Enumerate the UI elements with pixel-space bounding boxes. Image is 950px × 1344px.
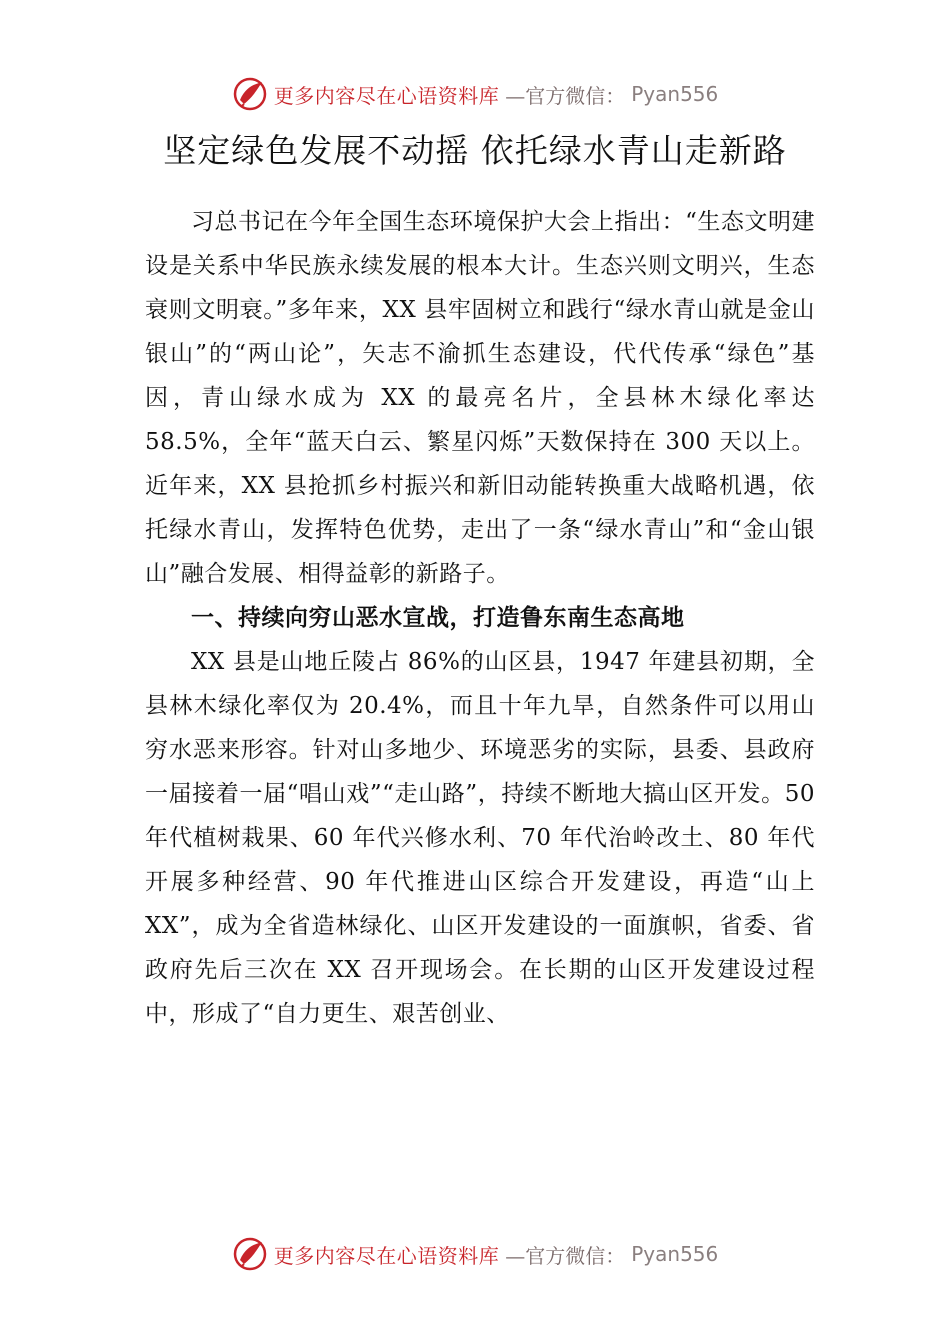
intro-paragraph: 习总书记在今年全国生态环境保护大会上指出：“生态文明建设是关系中华民族永续发展的根本大计。生态兴则文明兴，生态衰则文明衰。”多年来，XX 县牢固树立和践行“绿水青山就是金山银山”的“两山论”，矢志不渝抓生态建设，代代传承“绿色”基因，青山绿水成为 XX 的最亮名片，全县林木绿化率达 58.5%，全年“蓝天白云、繁星闪烁”天数保持在 300 天以上。近年来，XX 县抢抓乡村振兴和新旧动能转换重大战略机遇，依托绿水青山，发挥特色优势，走出了一条“绿水青山”和“金山银山”融合发展、相得益彰的新路子。 — [145, 209, 815, 587]
watermark-text: 更多内容尽在心语资料库 — [273, 83, 500, 108]
section-paragraph: XX 县是山地丘陵占 86%的山区县，1947 年建县初期，全县林木绿化率仅为 20.4%，而且十年九旱，自然条件可以用山穷水恶来形容。针对山多地少、环境恶劣的实际，县委、县政府一届接着一届“唱山戏”“走山路”，持续不断地大搞山区开发。50 年代植树栽果、60 年代兴修水利、70 年代治岭改土、80 年代开展多种经营、90 年代推进山区综合开发建设，再造“山上 XX”，成为全省造林绿化、山区开发建设的一面旗帜，省委、省政府先后三次在 XX 召开现场会。在长期的山区开发建设过程中，形成了“自力更生、艰苦创业、 — [145, 649, 815, 1027]
pen-nib-logo-icon — [232, 1236, 268, 1272]
watermark-wechat-id: Pyan556 — [631, 82, 719, 106]
watermark-text: 更多内容尽在心语资料库 — [273, 1243, 500, 1268]
document-title: 坚定绿色发展不动摇 依托绿水青山走新路 — [163, 131, 787, 170]
watermark-separator: —官方微信： — [505, 83, 626, 108]
section-heading: 一、持续向穷山恶水宣战，打造鲁东南生态高地 — [191, 605, 685, 631]
footer-watermark — [0, 1234, 950, 1274]
pen-nib-logo-icon — [232, 76, 268, 112]
header-watermark — [0, 74, 950, 114]
watermark-wechat-id: Pyan556 — [631, 1242, 719, 1266]
document-body — [145, 200, 815, 1036]
watermark-separator: —官方微信： — [505, 1243, 626, 1268]
